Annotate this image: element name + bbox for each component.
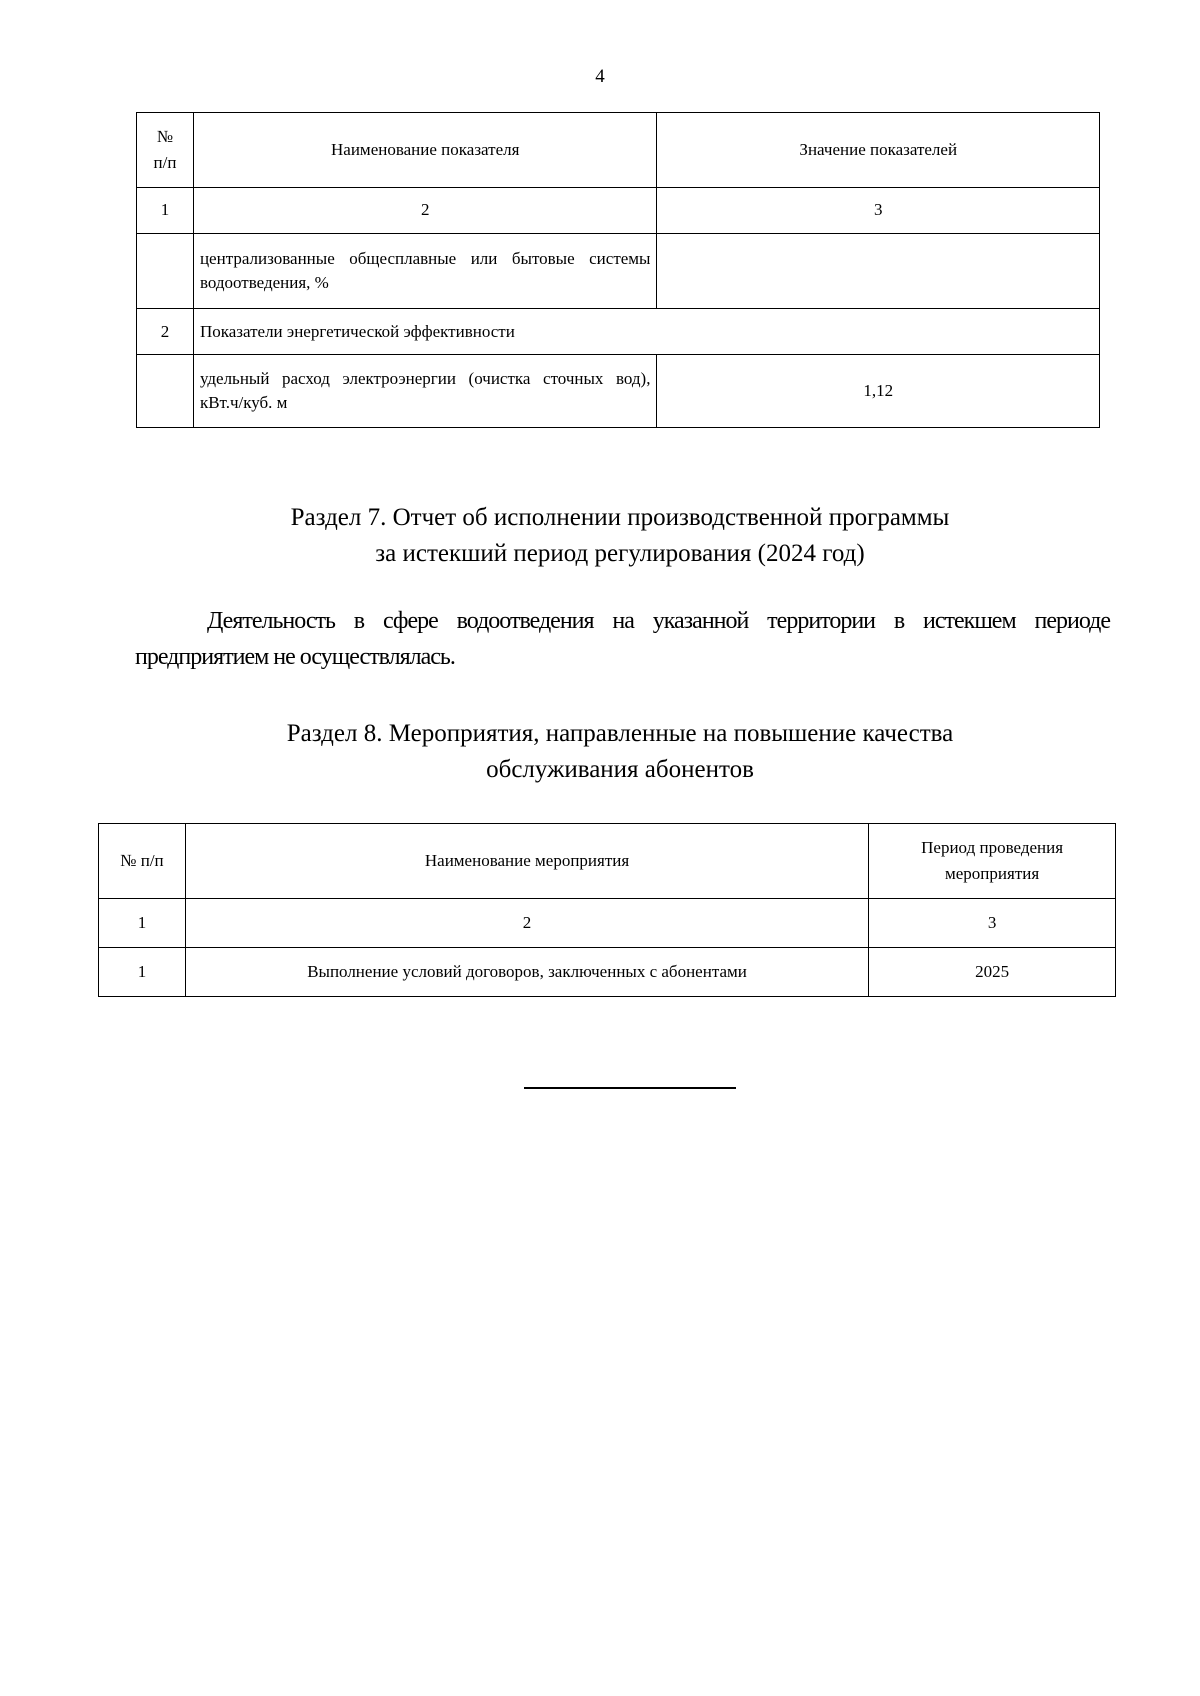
section-8-heading: [0, 716, 1200, 788]
table-row: [137, 234, 1100, 309]
row-period: 2025: [869, 948, 1116, 997]
table-row: [137, 355, 1100, 428]
header-period: Период проведения мероприятия: [869, 824, 1116, 899]
section-7-paragraph: Деятельность в сфере водоотведения на указанной территории в истекшем периоде предприятием не осуществлялась.: [135, 608, 1110, 670]
row-num: 2: [137, 309, 194, 355]
column-number: 3: [657, 188, 1100, 234]
section-8-heading-line2: обслуживания абонентов: [486, 756, 754, 783]
row-num: [137, 234, 194, 309]
header-name: Наименование показателя: [193, 113, 657, 188]
section-7-heading-line1: Раздел 7. Отчет об исполнении производственной программы: [290, 504, 950, 531]
row-name: Показатели энергетической эффективности: [193, 309, 1099, 355]
column-number: 2: [185, 899, 868, 948]
table-row: [137, 309, 1100, 355]
header-value: Значение показателей: [657, 113, 1100, 188]
header-num: № п/п: [137, 113, 194, 188]
row-name: централизованные общесплавные или бытовые системы водоотведения, %: [193, 234, 657, 309]
page-number: 4: [595, 66, 605, 87]
column-number: 1: [99, 899, 186, 948]
section-7-heading-line2: за истекший период регулирования (2024 год): [375, 540, 865, 567]
row-value: [657, 234, 1100, 309]
section-8-heading-line1: Раздел 8. Мероприятия, направленные на повышение качества: [286, 720, 954, 747]
indicators-table: [136, 112, 1100, 428]
row-name: Выполнение условий договоров, заключенных с абонентами: [185, 948, 868, 997]
row-name: удельный расход электроэнергии (очистка сточных вод), кВт.ч/куб. м: [193, 355, 657, 428]
table-row: [99, 948, 1116, 997]
column-number: 3: [869, 899, 1116, 948]
section-7-heading: [0, 500, 1200, 572]
header-num: № п/п: [99, 824, 186, 899]
row-num: 1: [99, 948, 186, 997]
end-divider-line: [524, 1087, 736, 1089]
column-number: 2: [193, 188, 657, 234]
measures-table: [98, 823, 1116, 997]
header-name: Наименование мероприятия: [185, 824, 868, 899]
column-number-row: [137, 188, 1100, 234]
table-header-row: [137, 113, 1100, 188]
row-value: 1,12: [657, 355, 1100, 428]
column-number: 1: [137, 188, 194, 234]
table-header-row: [99, 824, 1116, 899]
row-num: [137, 355, 194, 428]
column-number-row: [99, 899, 1116, 948]
